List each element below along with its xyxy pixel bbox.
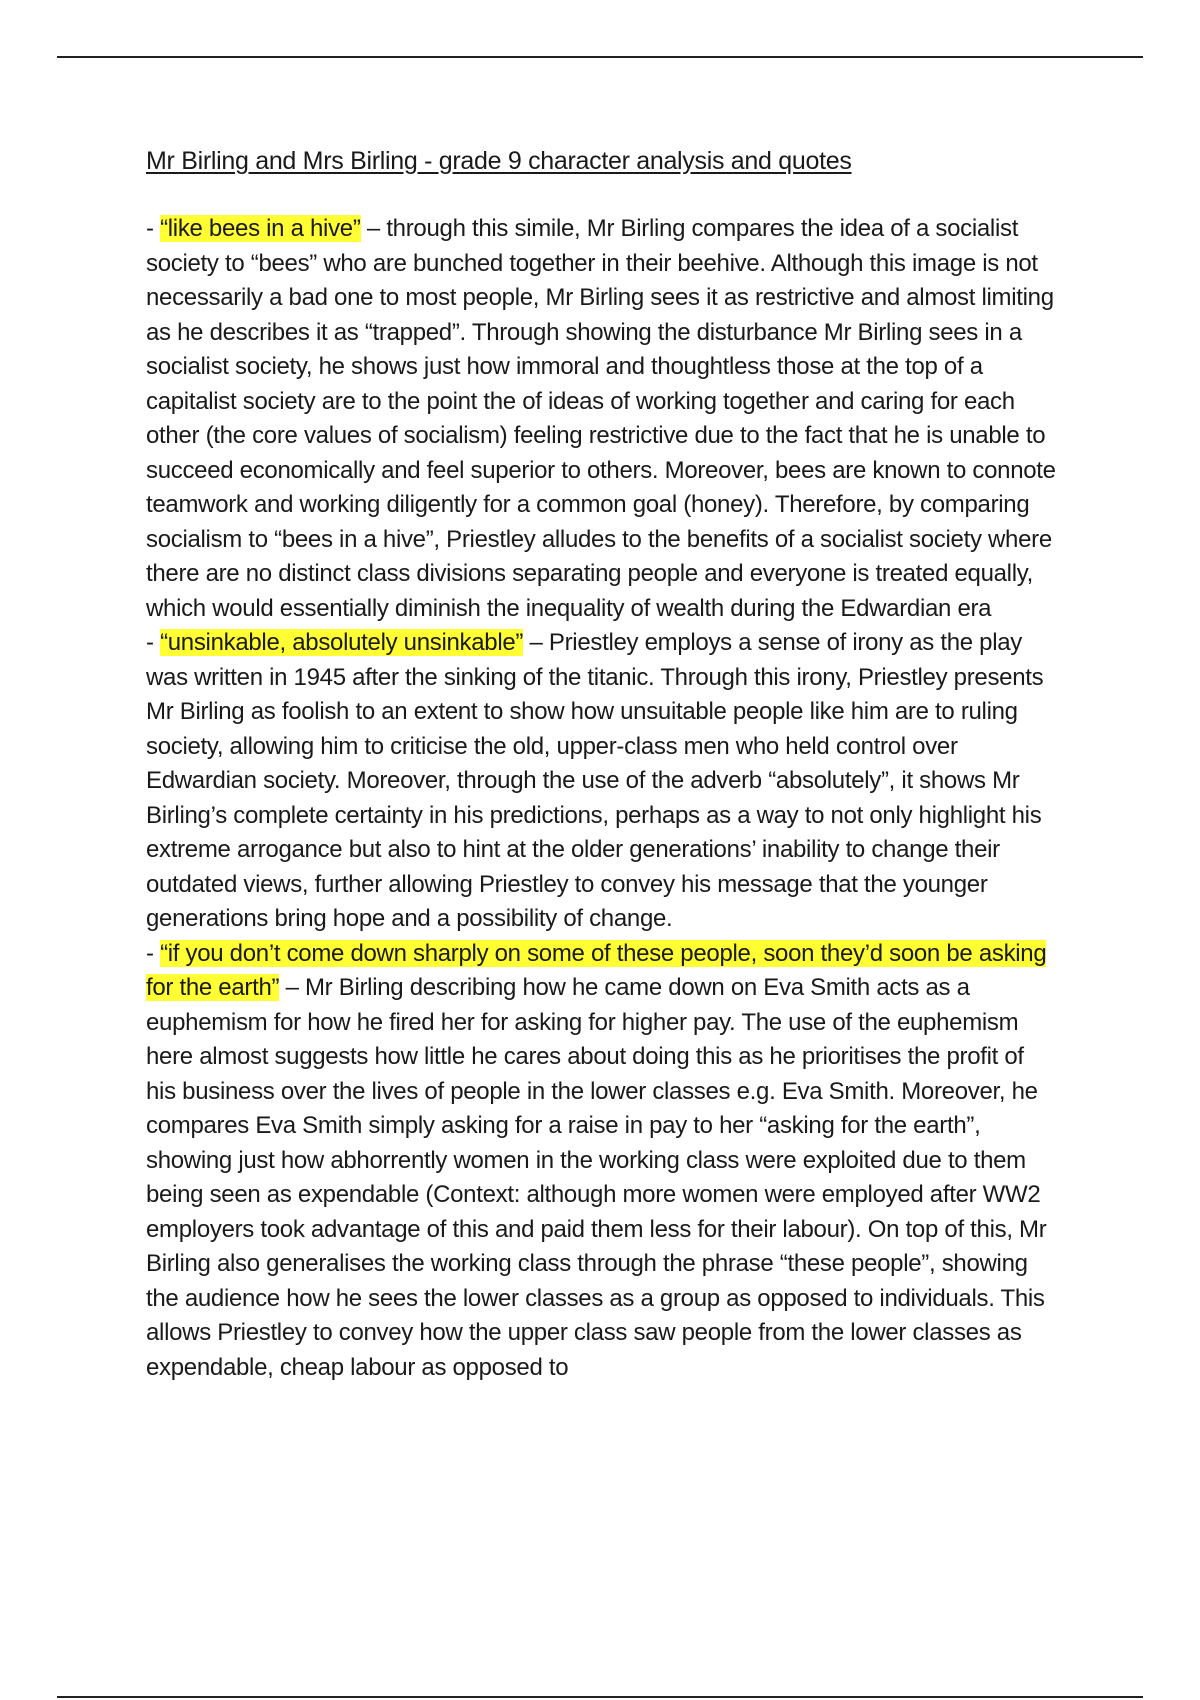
entry-analysis: – through this simile, Mr Birling compares the idea of a socialist society to “bees” who are bunched together in their beehive. Although this image is not necessarily a bad one to most people, Mr Birling sees it as restrictive and almost limiting as he describes it as “trapped”. Through showing the disturbance Mr Birling sees in a socialist society, he shows just how immoral and thoughtless those at the top of a capitalist society are to the point the of ideas of working together and caring for each other (the core values of socialism) feeling restrictive due to the fact that he is unable to succeed economically and feel superior to others. Moreover, bees are known to connote teamwork and working diligently for a common goal (honey). Therefore, by comparing socialism to “bees in a hive”, Priestley alludes to the benefits of a socialist society where there are no distinct class divisions separating people and everyone is treated equally, which would essentially diminish the inequality of wealth during the Edwardian era (146, 215, 1056, 622)
document-body (146, 212, 1056, 1385)
quote-entry-2 (146, 626, 1056, 937)
quote-entry-1 (146, 212, 1056, 626)
entry-bullet: - (146, 215, 161, 242)
highlighted-quote: “unsinkable, absolutely unsinkable” (160, 629, 524, 656)
footer-rule (57, 1696, 1143, 1698)
document-page (146, 144, 1056, 1385)
header-rule (57, 56, 1143, 58)
highlighted-quote: “like bees in a hive” (160, 215, 361, 242)
highlighted-quote: “if you don’t come down sharply on some of these people, soon they’d soon be asking for the earth” (146, 939, 1047, 1001)
entry-analysis: – Priestley employs a sense of irony as the play was written in 1945 after the sinking of the titanic. Through this irony, Priestley presents Mr Birling as foolish to an extent to show how unsuitable people like him are to ruling society, allowing him to criticise the old, upper-class men who held control over Edwardian society. Moreover, through the use of the adverb “absolutely”, it shows Mr Birling’s complete certainty in his predictions, perhaps as a way to not only highlight his extreme arrogance but also to hint at the older generations’ inability to change their outdated views, further allowing Priestley to convey his message that the younger generations bring hope and a possibility of change. (146, 629, 1044, 932)
entry-bullet: - (146, 629, 161, 656)
entry-bullet: - (146, 939, 161, 967)
document-title: Mr Birling and Mrs Birling - grade 9 character analysis and quotes (146, 147, 852, 175)
entry-analysis: – Mr Birling describing how he came down on Eva Smith acts as a euphemism for how he fired her for asking for higher pay. The use of the euphemism here almost suggests how little he cares about doing this as he prioritises the profit of his business over the lives of people in the lower classes e.g. Eva Smith. Moreover, he compares Eva Smith simply asking for a raise in pay to her “asking for the earth”, showing just how abhorrently women in the working class were exploited due to them being seen as expendable (Context: although more women were employed after WW2 employers took advantage of this and paid them less for their labour). On top of this, Mr Birling also generalises the working class through the phrase “these people”, showing the audience how he sees the lower classes as a group as opposed to individuals. This allows Priestley to convey how the upper class saw people from the lower classes as expendable, cheap labour as opposed to (146, 974, 1047, 1381)
quote-entry-3 (146, 937, 1056, 1386)
